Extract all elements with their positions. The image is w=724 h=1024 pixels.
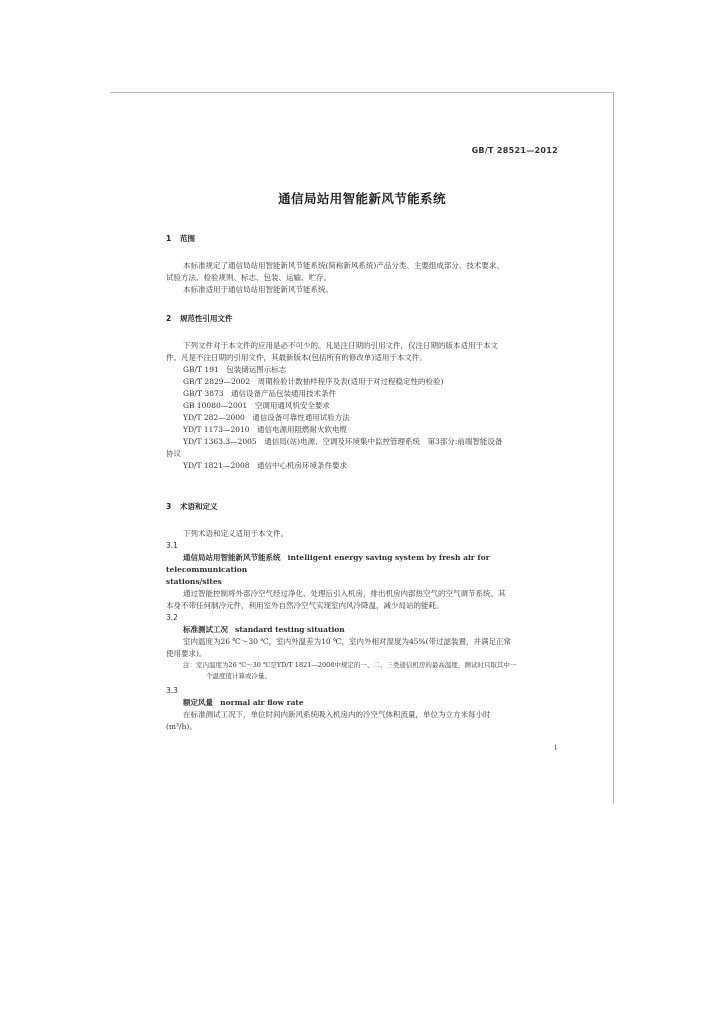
term-3-3-name-en: normal air flow rate (220, 698, 304, 707)
section-1 (166, 233, 558, 245)
section-2 (166, 313, 558, 325)
term-number-3-2: 3.2 (166, 613, 178, 622)
reference-item-long-line-1: YD/T 1363.3—2005 通信局(站)电源、空调及环境集中监控管理系统 第3部分:前端智能设备 (183, 437, 503, 446)
section-2-heading (166, 313, 558, 325)
section-3-body (166, 528, 558, 733)
term-number-3-3: 3.3 (166, 686, 178, 695)
term-3-2-definition-line-1: 室内温度为26 ℃～30 ℃，室内外温差为10 ℃，室内外相对湿度为45%(带过滤装置，并满足正常 (183, 637, 512, 646)
terms-intro: 下列术语和定义适用于本文件。 (183, 529, 288, 538)
page-frame-top-rule (110, 92, 614, 93)
term-3-2-name (166, 624, 558, 636)
section-3-heading (166, 501, 558, 513)
reference-item-long-line-2: 协议 (166, 449, 181, 458)
term-3-1-definition-line-1: 通过智能控制将外部冷空气经过净化、处理后引入机房，排出机房内部热空气的空气调节系统。其 (183, 589, 506, 598)
document-title: 通信局站用智能新风节能系统 (278, 191, 446, 206)
term-3-3-name-cn: 额定风量 (183, 698, 213, 707)
standard-code: GB/T 28521—2012 (471, 146, 558, 155)
term-3-2-note-line-1: 注：室内温度为26 ℃～30 ℃是YD/T 1821—2008中规定的一、二、三类通信机房的最高温度，测试时只取其中一 (183, 661, 517, 669)
reference-item: YD/T 1173—2010 通信电源用阻燃耐火软电缆 (183, 425, 348, 434)
page-number: 1 (553, 744, 558, 752)
reference-item: GB 10080—2001 空调用通风机安全要求 (183, 401, 330, 410)
reference-item: GB/T 2829—2002 周期检验计数抽样程序及表(适用于对过程稳定性的检验) (183, 377, 444, 386)
term-3-1-definition-line-2: 本身不带任何制冷元件，利用室外自然冷空气实现室内风冷降温，减少局站的能耗。 (166, 601, 444, 610)
section-1-number: 1 (166, 234, 172, 243)
term-3-1-name-en-line-2: stations/sites (166, 577, 222, 586)
term-3-3-name (166, 697, 558, 709)
section-2-body (166, 340, 558, 472)
section-2-title: 规范性引用文件 (180, 314, 233, 323)
scope-para-1-line-2: 试验方法、检验规则、标志、包装、运输、贮存。 (166, 273, 331, 282)
scope-para-1-line-1: 本标准规定了通信局站用智能新风节能系统(简称新风系统)产品分类、主要组成部分、技术要求、 (183, 261, 504, 270)
term-3-1-name-cn: 通信局站用智能新风节能系统 (183, 553, 281, 562)
term-number-3-1: 3.1 (166, 541, 178, 550)
reference-item: GB/T 191 包装储运图示标志 (183, 365, 287, 374)
section-1-heading (166, 233, 558, 245)
page-frame-right-rule (613, 92, 614, 804)
term-3-2-name-cn: 标准测试工况 (183, 625, 228, 634)
section-3-title: 术语和定义 (180, 502, 218, 511)
section-3 (166, 501, 558, 513)
reference-item: YD/T 282—2000 通信设备可靠性通用试验方法 (183, 413, 350, 422)
term-3-2-definition-line-2: 使用要求)。 (166, 649, 207, 658)
section-3-number: 3 (166, 502, 172, 511)
refs-intro-line-2: 件。凡是不注日期的引用文件，其最新版本(包括所有的修改单)适用于本文件。 (166, 353, 427, 362)
scope-para-2: 本标准适用于通信局站用智能新风节能系统。 (183, 285, 333, 294)
refs-intro-line-1: 下列文件对于本文件的应用是必不可少的。凡是注日期的引用文件，仅注日期的版本适用于本文 (183, 341, 498, 350)
term-3-3-definition-line-2: (m³/h)。 (166, 722, 197, 731)
term-3-1-name-en-line-1: intelligent energy saving system by fresh air for telecommunication (166, 553, 490, 574)
term-3-3-definition-line-1: 在标准测试工况下，单位时间内新风系统吸入机房内的冷空气体积流量，单位为立方米每小时 (183, 710, 491, 719)
section-2-number: 2 (166, 314, 172, 323)
term-3-2-name-en: standard testing situation (235, 625, 345, 634)
reference-item: GB/T 3873 通信设备产品包装通用技术条件 (183, 389, 337, 398)
section-1-title: 范围 (180, 234, 195, 243)
reference-item: YD/T 1821—2008 通信中心机房环境条件要求 (183, 461, 348, 470)
term-3-1-name-line-1 (166, 552, 558, 576)
section-1-body (166, 260, 558, 296)
term-3-2-note-line-2: 个温度值计算或冷量。 (206, 672, 271, 680)
